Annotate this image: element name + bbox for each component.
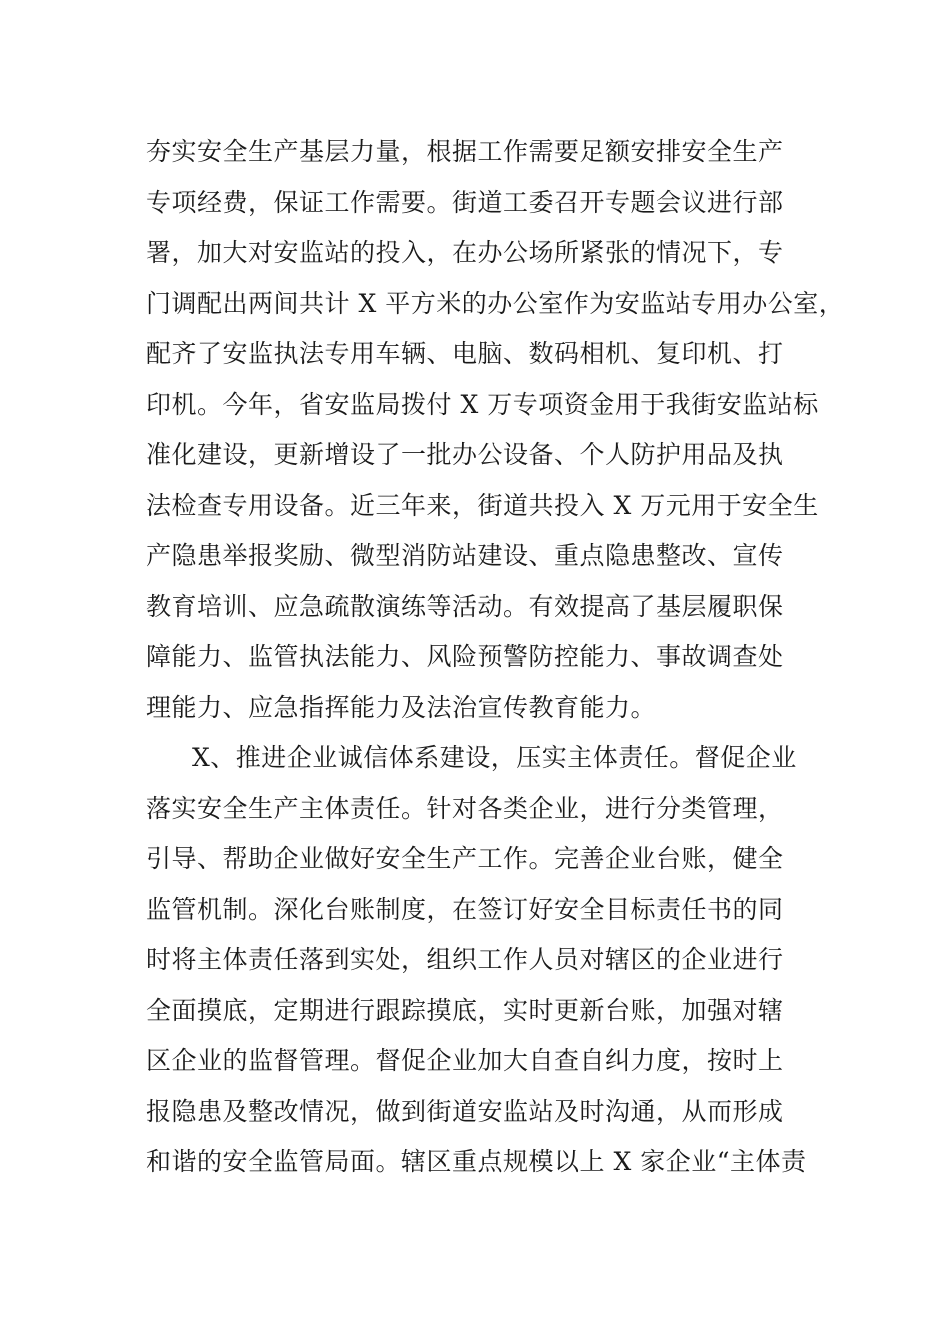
text-line: 准化建设，更新增设了一批办公设备、个人防护用品及执 <box>146 440 784 469</box>
text-line: 专项经费，保证工作需要。街道工委召开专题会议进行部 <box>146 187 784 217</box>
text-line: 时将主体责任落到实处，组织工作人员对辖区的企业进行 <box>146 945 784 974</box>
text-line: 门调配出两间共计 X 平方米的办公室作为安监站专用办公室， <box>146 288 845 318</box>
text-line: 署，加大对安监站的投入，在办公场所紧张的情况下，专 <box>146 238 784 267</box>
text-line: 印机。今年，省安监局拨付 X 万专项资金用于我街安监站标 <box>146 389 819 419</box>
text-line: 区企业的监督管理。督促企业加大自查自纠力度，按时上 <box>146 1046 784 1075</box>
text-line: 和谐的安全监管局面。辖区重点规模以上 X 家企业“主体责 <box>146 1147 807 1176</box>
text-line: 教育培训、应急疏散演练等活动。有效提高了基层履职保 <box>146 591 784 621</box>
text-line: 全面摸底，定期进行跟踪摸底，实时更新台账，加强对辖 <box>146 995 784 1025</box>
paragraph-safety-funding <box>146 127 846 733</box>
text-line: X、推进企业诚信体系建设，压实主体责任。督促企业 <box>192 743 797 772</box>
text-line: 配齐了安监执法专用车辆、电脑、数码相机、复印机、打 <box>146 339 784 368</box>
text-line: 法检查专用设备。近三年来，街道共投入 X 万元用于安全生 <box>146 490 819 520</box>
text-line: 夯实安全生产基层力量，根据工作需要足额安排安全生产 <box>146 137 784 166</box>
text-line: 落实安全生产主体责任。针对各类企业，进行分类管理， <box>146 793 784 823</box>
paragraph-enterprise-credit <box>146 733 846 1188</box>
text-line: 产隐患举报奖励、微型消防站建设、重点隐患整改、宣传 <box>146 541 784 570</box>
text-line: 报隐患及整改情况，做到街道安监站及时沟通，从而形成 <box>146 1096 784 1126</box>
text-line: 监管机制。深化台账制度，在签订好安全目标责任书的同 <box>146 894 784 924</box>
text-line: 引导、帮助企业做好安全生产工作。完善企业台账，健全 <box>146 844 784 873</box>
text-line: 障能力、监管执法能力、风险预警防控能力、事故调查处 <box>146 642 784 671</box>
text-line: 理能力、应急指挥能力及法治宣传教育能力。 <box>146 692 657 722</box>
